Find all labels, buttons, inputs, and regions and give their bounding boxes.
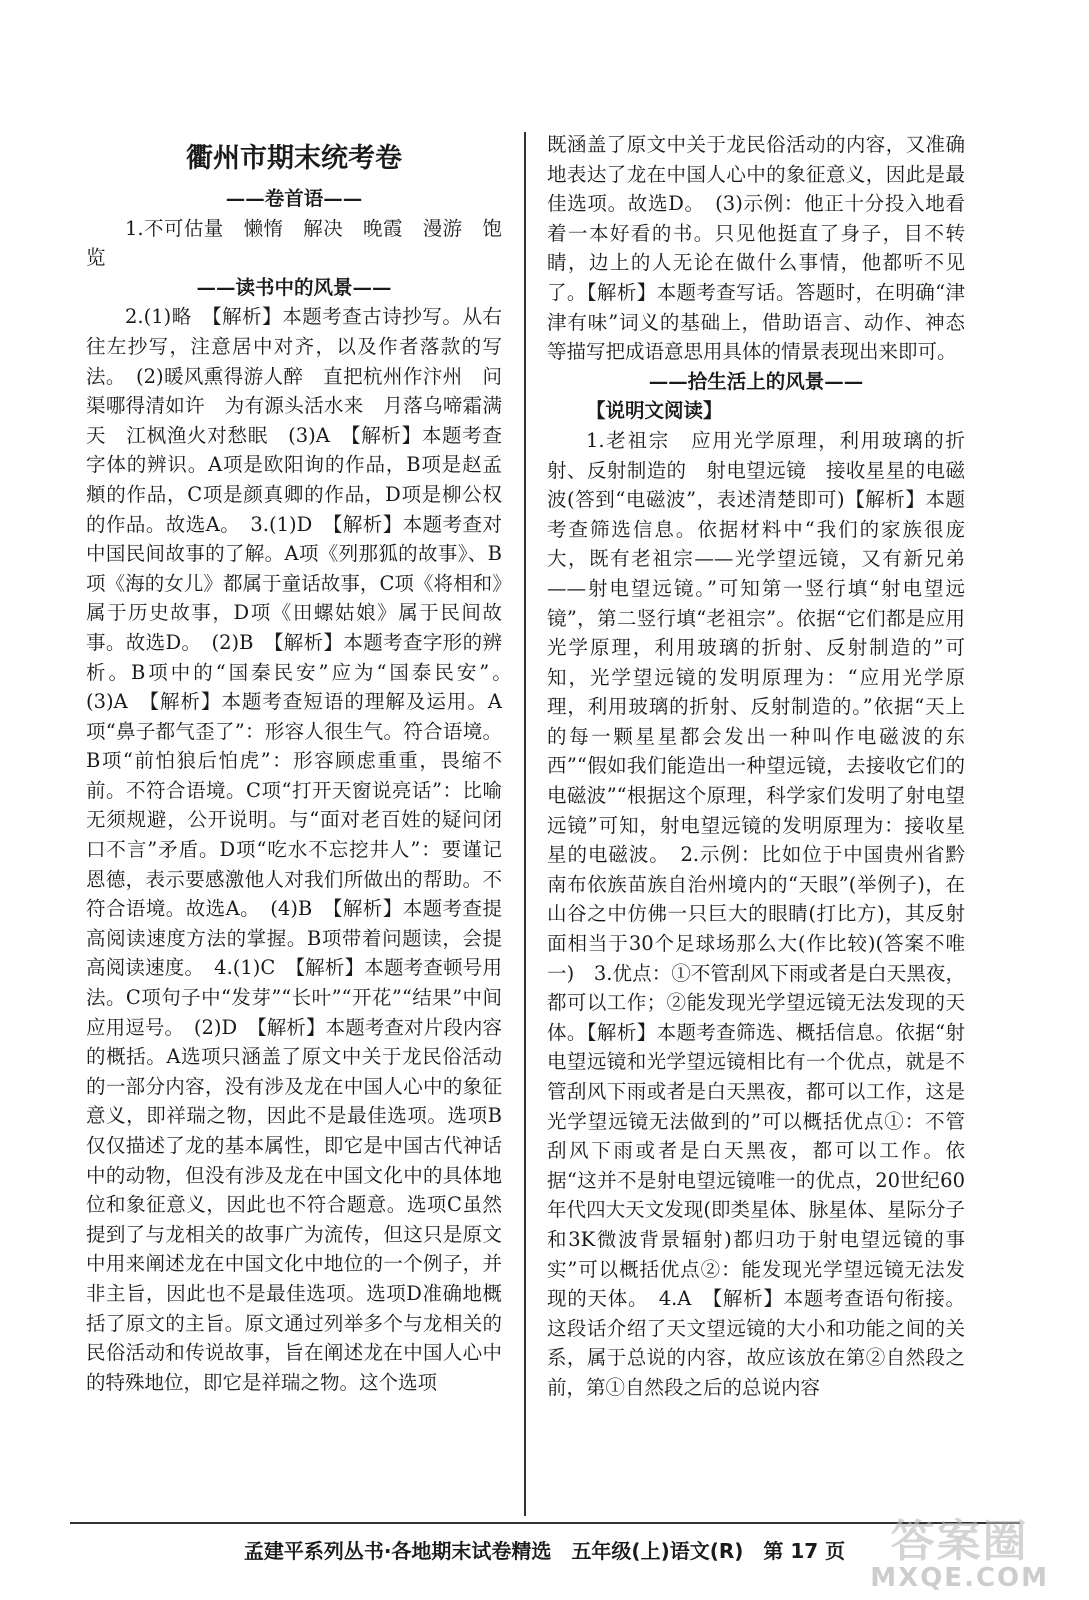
column-divider <box>524 132 526 1516</box>
answer-q4-continued: 既涵盖了原文中关于龙民俗活动的内容，又准确地表达了龙在中国人心中的象征意义，因此是最佳选项。故选D。 (3)示例：他正十分投入地看着一本好看的书。只见他挺直了身子，目不转睛，边上的人无论在做什么事情，他都听不见了。【解析】本题考查写话。答题时，在明确“津津有味”词义的基础上，借助语言、动作、神态等描写把成语意思用具体的情景表现出来即可。 <box>547 133 965 364</box>
section-heading-reading: ——读书中的风景—— <box>196 275 392 299</box>
right-column <box>547 0 965 1403</box>
watermark-url: MXQE.COM <box>870 1563 1049 1593</box>
subheading-expository-reading: 【说明文阅读】 <box>586 399 723 423</box>
answer-q1: 1.不可估量 懒惰 解决 晚霞 漫游 饱览 <box>86 216 502 270</box>
answer-q2-q4: 2.(1)略 【解析】本题考查古诗抄写。从右往左抄写，注意居中对齐，以及作者落款的写法。 (2)暖风熏得游人醉 直把杭州作汴州 问渠哪得清如许 为有源头活水来 月落乌啼霜满天 江枫渔火对愁眠 (3)A 【解析】本题考查字体的辨识。A项是欧阳询的作品，B项是赵孟頫的作品，C项是颜真卿的作品，D项是柳公权的作品。故选A。 3.(1)D 【解析】本题考查对中国民间故事的了解。A项《列那狐的故事》、B项《海的女儿》都属于童话故事，C项《将相和》属于历史故事，D项《田螺姑娘》属于民间故事。故选D。 (2)B 【解析】本题考查字形的辨析。B项中的“国秦民安”应为“国泰民安”。 (3)A 【解析】本题考查短语的理解及运用。A项“鼻子都气歪了”：形容人很生气。符合语境。B项“前怕狼后怕虎”：形容顾虑重重，畏缩不前。不符合语境。C项“打开天窗说亮话”：比喻无须规避，公开说明。与“面对老百姓的疑问闭口不言”矛盾。D项“吃水不忘挖井人”：要谨记恩德，表示要感激他人对我们所做出的帮助。不符合语境。故选A。 (4)B 【解析】本题考查提高阅读速度方法的掌握。B项带着问题读，会提高阅读速度。 4.(1)C 【解析】本题考查顿号用法。C项句子中“发芽”“长叶”“开花”“结果”中间应用逗号。 (2)D 【解析】本题考查对片段内容的概括。A选项只涵盖了原文中关于龙民俗活动的一部分内容，没有涉及龙在中国人心中的象征意义，即祥瑞之物，因此不是最佳选项。选项B仅仅描述了龙的基本属性，即它是中国古代神话中的动物，但没有涉及龙在中国文化中的具体地位和象征意义，因此也不符合题意。选项C虽然提到了与龙相关的故事广为流传，但这只是原文中用来阐述龙在中国文化中地位的一个例子，并非主旨，因此也不是最佳选项。选项D准确地概括了原文的主旨。原文通过列举多个与龙相关的民俗活动和传说故事，旨在阐述龙在中国人心中的特殊地位，即它是祥瑞之物。这个选项 <box>86 305 522 1394</box>
page-footer: 孟建平系列丛书·各地期末试卷精选 五年级(上)语文(R) 第 17 页 <box>243 1539 846 1563</box>
section-heading-life: ——拾生活上的风景—— <box>648 369 864 393</box>
answer-expository: 1.老祖宗 应用光学原理，利用玻璃的折射、反射制造的 射电望远镜 接收星星的电磁波(答到“电磁波”，表述清楚即可)【解析】本题考查筛选信息。依据材料中“我们的家族很庞大，既有老祖宗——光学望远镜，又有新兄弟——射电望远镜。”可知第一竖行填“射电望远镜”，第二竖行填“老祖宗”。依据“它们都是应用光学原理，利用玻璃的折射、反射制造的”可知，光学望远镜的发明原理为：“应用光学原理，利用玻璃的折射、反射制造的。”依据“天上的每一颗星星都会发出一种叫作电磁波的东西”“假如我们能造出一种望远镜，去接收它们的电磁波”“根据这个原理，科学家们发明了射电望远镜”可知，射电望远镜的发明原理为：接收星星的电磁波。 2.示例：比如位于中国贵州省黔南布依族苗族自治州境内的“天眼”(举例子)，在山谷之中仿佛一只巨大的眼睛(打比方)，其反射面相当于30个足球场那么大(作比较)(答案不唯一) 3.优点：①不管刮风下雨或者是白天黑夜，都可以工作；②能发现光学望远镜无法发现的天体。【解析】本题考查筛选、概括信息。依据“射电望远镜和光学望远镜相比有一个优点，就是不管刮风下雨或者是白天黑夜，都可以工作，这是光学望远镜无法做到的”可以概括优点①：不管刮风下雨或者是白天黑夜，都可以工作。依据“这并不是射电望远镜唯一的优点，20世纪60年代四大天文发现(即类星体、脉星体、星际分子和3K微波背景辐射)都归功于射电望远镜的事实”可以概括优点②：能发现光学望远镜无法发现的天体。 4.A 【解析】本题考查语句衔接。这段话介绍了天文望远镜的大小和功能之间的关系，属于总说的内容，故应该放在第②自然段之前，第①自然段之后的总说内容 <box>547 428 965 1399</box>
watermark <box>870 1505 1049 1593</box>
watermark-logo: 答案圈 <box>890 1516 1029 1567</box>
section-heading-preface: ——卷首语—— <box>225 187 363 210</box>
exam-title: 衢州市期末统考卷 <box>186 143 402 174</box>
left-column <box>86 0 522 1397</box>
